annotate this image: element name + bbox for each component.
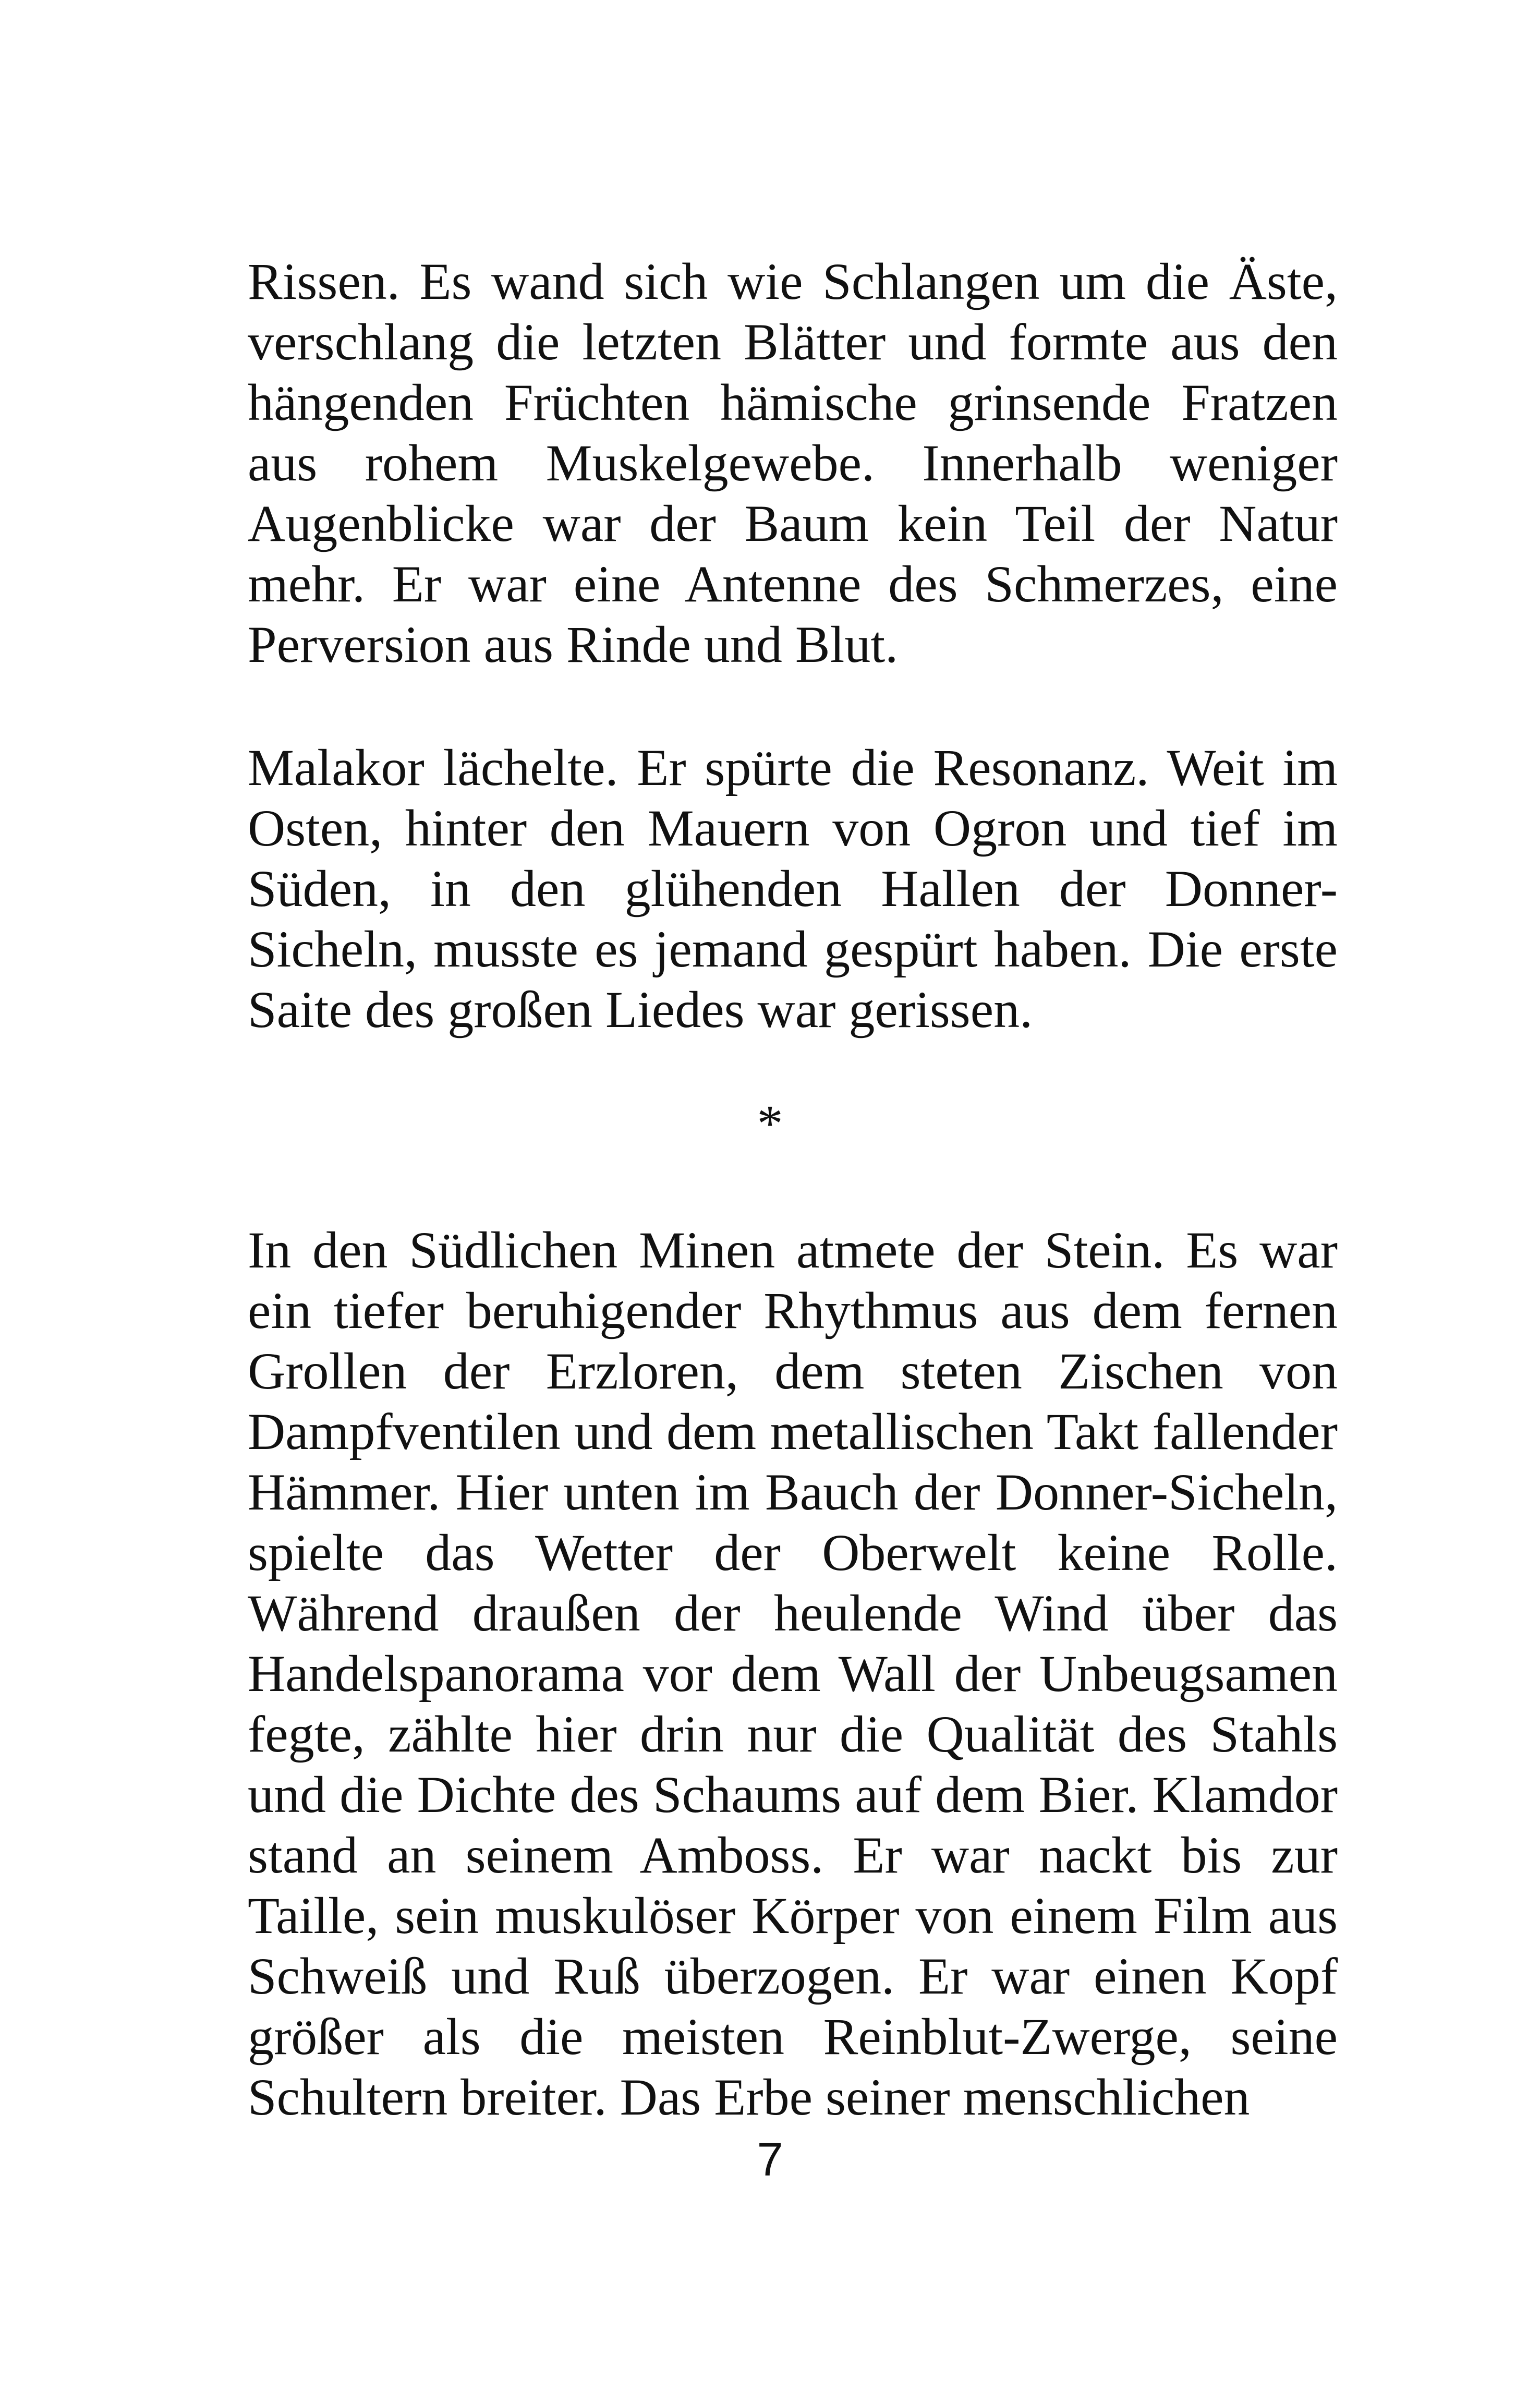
paragraph-tree-transformation: Rissen. Es wand sich wie Schlangen um die Äste, verschlang die letzten Blätter und formte aus den hängenden Früchten hämische grinsende Fratzen aus rohem Muskelgewebe. Innerhalb weniger Augenblicke war der Baum kein Teil der Natur mehr. Er war eine Antenne des Schmerzes, eine Perversion aus Rinde und Blut. — [248, 252, 1338, 673]
scene-break-asterisk: * — [757, 1094, 783, 1152]
paragraph-malakor-resonance: Malakor lächelte. Er spürte die Resonanz. Weit im Osten, hinter den Mauern von Ogron und tief im Süden, in den glühenden Hallen der Donner-Sicheln, musste es jemand gespürt haben. Die erste Saite des großen Liedes war gerissen. — [248, 739, 1338, 1039]
page-number: 7 — [757, 2134, 783, 2186]
paragraph-southern-mines: In den Südlichen Minen atmete der Stein. Es war ein tiefer beruhigender Rhythmus aus dem fernen Grollen der Erzloren, dem steten Zischen von Dampfventilen und dem metallischen Takt fallender Hämmer. Hier unten im Bauch der Donner-Sicheln, spielte das Wetter der Oberwelt keine Rolle. Während draußen der heulende Wind über das Handelspanorama vor dem Wall der Unbeugsamen fegte, zählte hier drin nur die Qualität des Stahls und die Dichte des Schaums auf dem Bier. Klamdor stand an seinem Amboss. Er war nackt bis zur Taille, sein muskulöser Körper von einem Film aus Schweiß und Ruß überzogen. Er war einen Kopf größer als die meisten Reinblut-Zwerge, seine Schultern breiter. Das Erbe seiner menschlichen — [248, 1221, 1338, 2126]
